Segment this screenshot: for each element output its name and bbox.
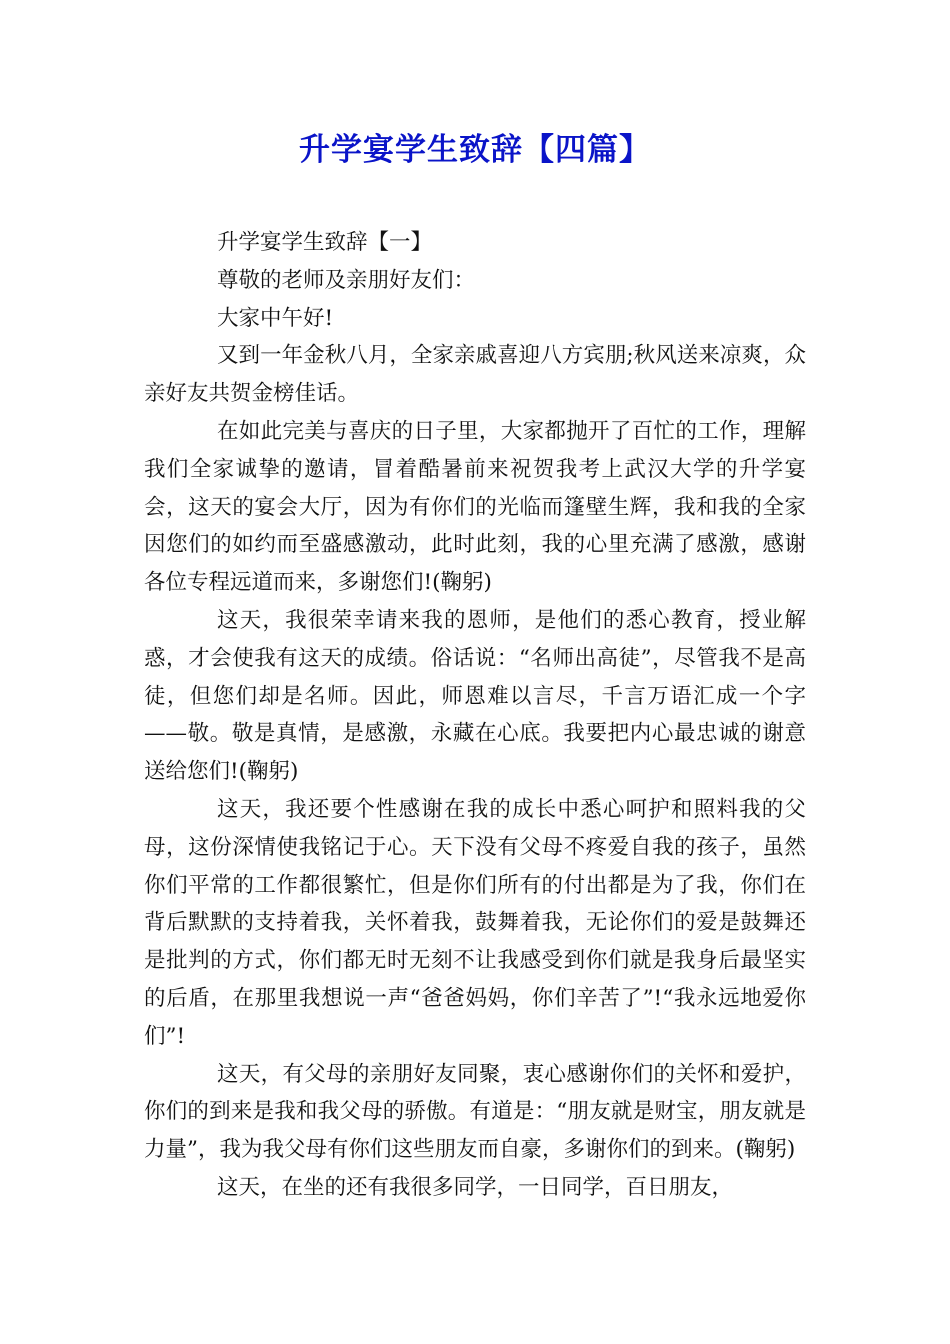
paragraph: 又到一年金秋八月，全家亲戚喜迎八方宾朋;秋风送来凉爽，众亲好友共贺金榜佳话。 (144, 343, 806, 407)
section-heading: 升学宴学生致辞【一】 (217, 230, 433, 255)
paragraph: 这天，我很荣幸请来我的恩师，是他们的悉心教育，授业解惑，才会使我有这天的成绩。俗话说：“名师出高徒”，尽管我不是高徒，但您们却是名师。因此，师恩难以言尽，千言万语汇成一个字——敬。敬是真情，是感激，永藏在心底。我要把内心最忠诚的谢意送给您们!(鞠躬) (144, 607, 806, 785)
paragraph: 在如此完美与喜庆的日子里，大家都抛开了百忙的工作，理解我们全家诚挚的邀请，冒着酷暑前来祝贺我考上武汉大学的升学宴会，这天的宴会大厅，因为有你们的光临而篷壁生辉，我和我的全家因您们的如约而至盛感激动，此时此刻，我的心里充满了感激，感谢各位专程远道而来，多谢您们!(鞠躬) (144, 418, 806, 596)
paragraph: 这天，有父母的亲朋好友同聚，衷心感谢你们的关怀和爱护，你们的到来是我和我父母的骄傲。有道是：“朋友就是财宝，朋友就是力量”，我为我父母有你们这些朋友而自豪，多谢你们的到来。(鞠躬) (144, 1061, 806, 1163)
greeting: 大家中午好! (217, 305, 334, 331)
salutation: 尊敬的老师及亲朋好友们： (217, 267, 476, 293)
paragraph: 这天，我还要个性感谢在我的成长中悉心呵护和照料我的父母，这份深情使我铭记于心。天下没有父母不疼爱自我的孩子，虽然你们平常的工作都很繁忙，但是你们所有的付出都是为了我，你们在背后默默的支持着我，关怀着我，鼓舞着我，无论你们的爱是鼓舞还是批判的方式，你们都无时无刻不让我感受到你们就是我身后最坚实的后盾，在那里我想说一声“爸爸妈妈，你们辛苦了”!“我永远地爱你们”! (144, 796, 806, 1049)
document-title: 升学宴学生致辞【四篇】 (299, 132, 651, 168)
document-body (144, 224, 806, 1207)
paragraph: 这天，在坐的还有我很多同学，一日同学，百日朋友， (217, 1174, 734, 1200)
